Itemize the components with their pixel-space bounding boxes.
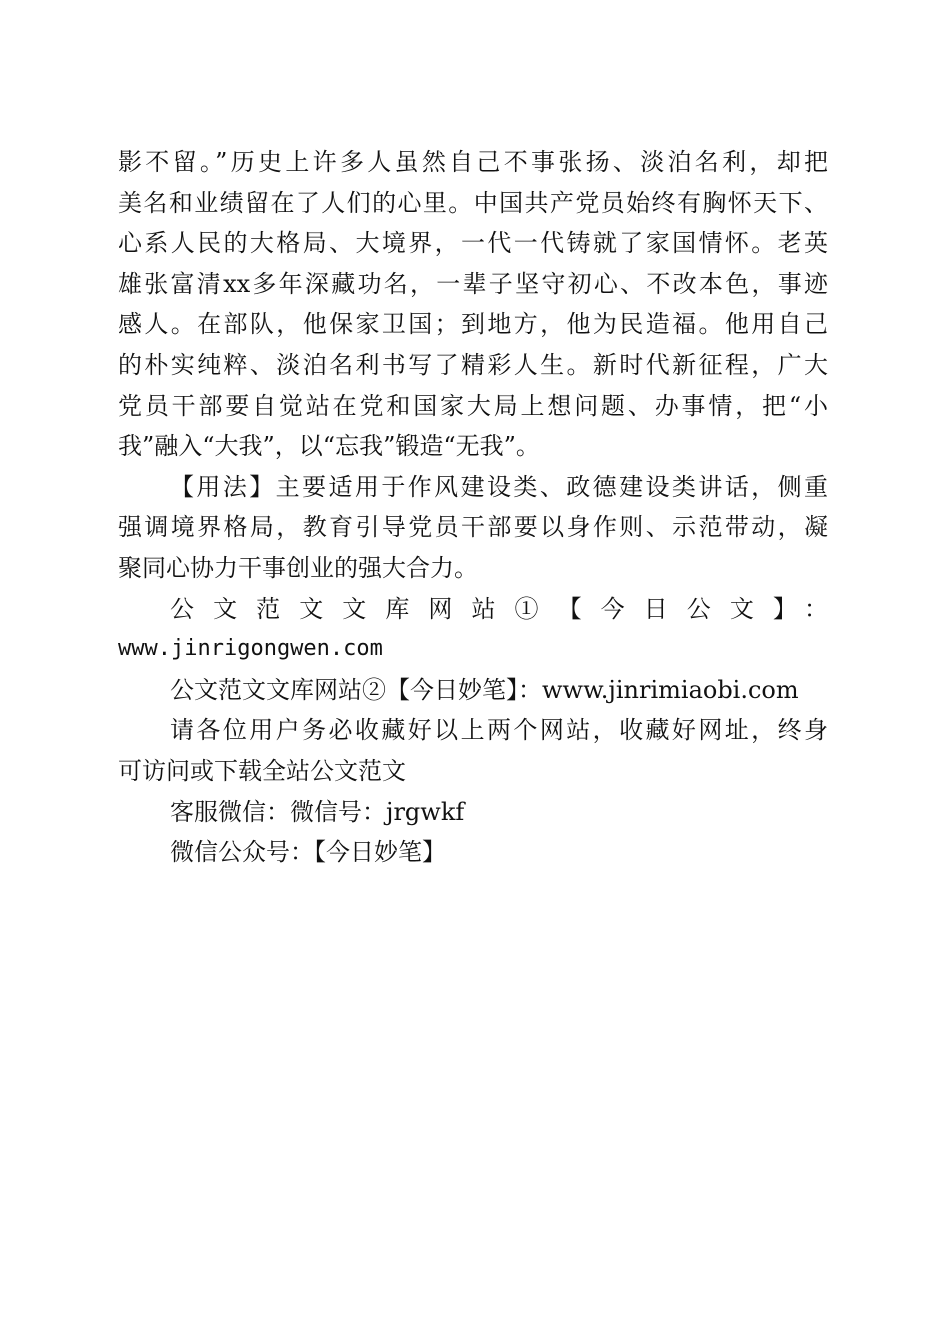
text-line: 的朴实纯粹、淡泊名利书写了精彩人生。新时代新征程，广大 bbox=[118, 350, 828, 379]
official-account: 微信公众号：【今日妙笔】 bbox=[170, 838, 446, 867]
text-line: 可访问或下载全站公文范文 bbox=[118, 756, 406, 785]
text-line: 美名和业绩留在了人们的心里。中国共产党员始终有胸怀天下、 bbox=[118, 188, 828, 217]
paragraph-zhang-fuqing bbox=[118, 142, 828, 467]
bookmark-notice bbox=[118, 710, 828, 791]
service-wechat: 客服微信：微信号：jrgwkf bbox=[170, 797, 465, 826]
text-line: 聚同心协力干事创业的强大合力。 bbox=[118, 553, 478, 582]
text-line: 心系人民的大格局、大境界，一代一代铸就了家国情怀。老英 bbox=[118, 229, 828, 258]
website-one-label: 公文范文文库网站①【今日公文】： bbox=[170, 594, 828, 623]
website-two[interactable]: 公文范文文库网站②【今日妙笔】：www.jinrimiaobi.com bbox=[170, 675, 799, 704]
text-line: 【用法】主要适用于作风建设类、政德建设类讲话，侧重 bbox=[170, 472, 828, 501]
text-line: 我”融入“大我”，以“忘我”锻造“无我”。 bbox=[118, 432, 540, 461]
text-line: 雄张富清xx多年深藏功名，一辈子坚守初心、不改本色，事迹 bbox=[118, 269, 828, 298]
text-line: 请各位用户务必收藏好以上两个网站，收藏好网址，终身 bbox=[170, 716, 828, 745]
website-one-url[interactable]: www.jinrigongwen.com bbox=[118, 636, 383, 662]
text-line: 党员干部要自觉站在党和国家大局上想问题、办事情，把“小 bbox=[118, 391, 828, 420]
text-line: 影不留。”历史上许多人虽然自己不事张扬、淡泊名利，却把 bbox=[118, 148, 828, 176]
website-one bbox=[118, 589, 828, 670]
document-body bbox=[118, 142, 828, 873]
text-line: 感人。在部队，他保家卫国；到地方，他为民造福。他用自己 bbox=[118, 310, 828, 339]
text-line: 强调境界格局，教育引导党员干部要以身作则、示范带动，凝 bbox=[118, 513, 828, 542]
paragraph-usage bbox=[118, 467, 828, 589]
